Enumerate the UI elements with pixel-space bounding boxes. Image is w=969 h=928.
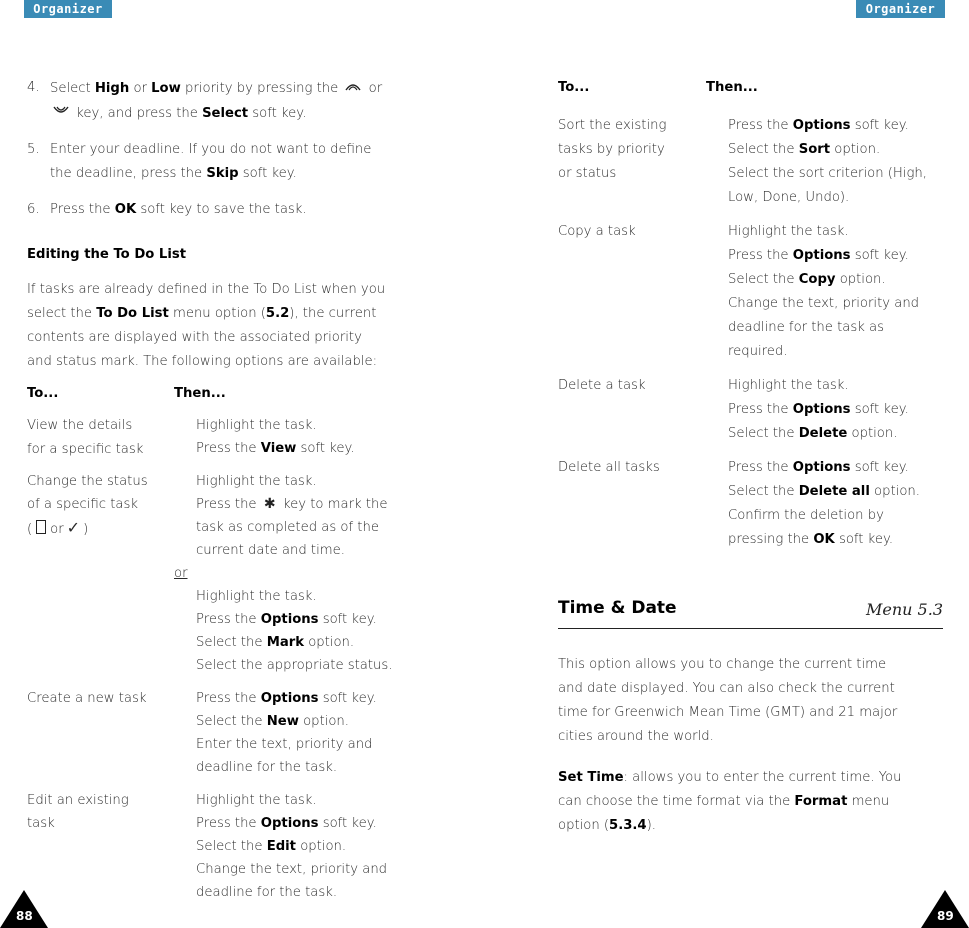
- page-number-left: 88: [16, 909, 33, 923]
- section-title: Time & Date: [558, 598, 677, 618]
- section-heading: Editing the To Do List: [27, 247, 187, 262]
- row-action: Delete a task: [558, 378, 646, 393]
- column-header-to: To...: [558, 80, 590, 95]
- intro-paragraph: If tasks are already defined in the To Do List when you select the To Do List menu option (5.2), the current contents are displayed with the associated priority and status mark. The following options are available:: [27, 282, 386, 369]
- row-steps: Highlight the task. Press the Options soft key. Select the Edit option. Change the text, priority and deadline for the task.: [196, 793, 388, 900]
- step-4: 4. Select High or Low priority by pressing the or key, and press the Select soft key.: [27, 76, 427, 126]
- row-steps: Press the Options soft key. Select the Delete all option. Confirm the deletion by pressing the OK soft key.: [728, 460, 920, 547]
- row-action: View the details for a specific task: [27, 418, 144, 457]
- row-steps: Highlight the task. Press the Options soft key. Select the Delete option.: [728, 378, 909, 441]
- step-6: 6. Press the OK soft key to save the task.: [27, 198, 427, 222]
- time-date-description: This option allows you to change the current time and date displayed. You can also check the current time for Greenwich Mean Time (GMT) and 21 major cities around the world.: [558, 657, 898, 744]
- row-steps: Highlight the task. Press the Options soft key. Select the Copy option. Change the text, priority and deadline for the task as required.: [728, 224, 920, 359]
- row-action: Copy a task: [558, 224, 636, 239]
- step-number: 4.: [27, 80, 40, 95]
- step-5: 5. Enter your deadline. If you do not want to define the deadline, press the Skip soft key.: [27, 138, 427, 186]
- row-steps: Highlight the task. Press the ✱ key to mark the task as completed as of the current date and time.: [196, 474, 388, 558]
- row-action: Create a new task: [27, 691, 147, 706]
- column-header-to: To...: [27, 386, 59, 401]
- empty-box-icon: [36, 520, 46, 534]
- header-tab-right: Organizer: [856, 0, 945, 18]
- left-page: [27, 76, 427, 906]
- row-steps: Press the Options soft key. Select the New option. Enter the text, priority and deadline for the task.: [196, 691, 377, 775]
- row-action: Sort the existing tasks by priority or status: [558, 118, 667, 181]
- row-steps: Highlight the task. Press the View soft key.: [196, 418, 355, 456]
- section-menu-number: Menu 5.3: [866, 600, 943, 619]
- section-divider: [558, 628, 943, 629]
- nav-down-key-icon: [50, 101, 72, 125]
- checkmark-icon: ✓: [66, 518, 81, 537]
- nav-up-key-icon: [342, 76, 364, 100]
- row-action: Change the status of a specific task ( or ✓ ): [27, 474, 148, 537]
- row-action: Edit an existing task: [27, 793, 129, 831]
- row-steps: Press the Options soft key. Select the Sort option. Select the sort criterion (High, Low, Done, Undo).: [728, 118, 927, 205]
- header-tab-left: Organizer: [24, 0, 112, 18]
- right-page: [558, 76, 948, 906]
- set-time-paragraph: Set Time: allows you to enter the current time. You can choose the time format via the Format menu option (5.3.4).: [558, 770, 902, 833]
- row-action: Delete all tasks: [558, 460, 660, 475]
- column-header-then: Then...: [706, 80, 758, 95]
- page-number-right: 89: [937, 909, 954, 923]
- row-steps-alt: Highlight the task. Press the Options soft key. Select the Mark option. Select the appropriate status.: [196, 589, 393, 673]
- column-header-then: Then...: [174, 386, 226, 401]
- step-number: 5.: [27, 142, 40, 157]
- asterisk-key-icon: ✱: [263, 496, 276, 512]
- or-separator: or: [174, 566, 188, 581]
- step-number: 6.: [27, 202, 40, 217]
